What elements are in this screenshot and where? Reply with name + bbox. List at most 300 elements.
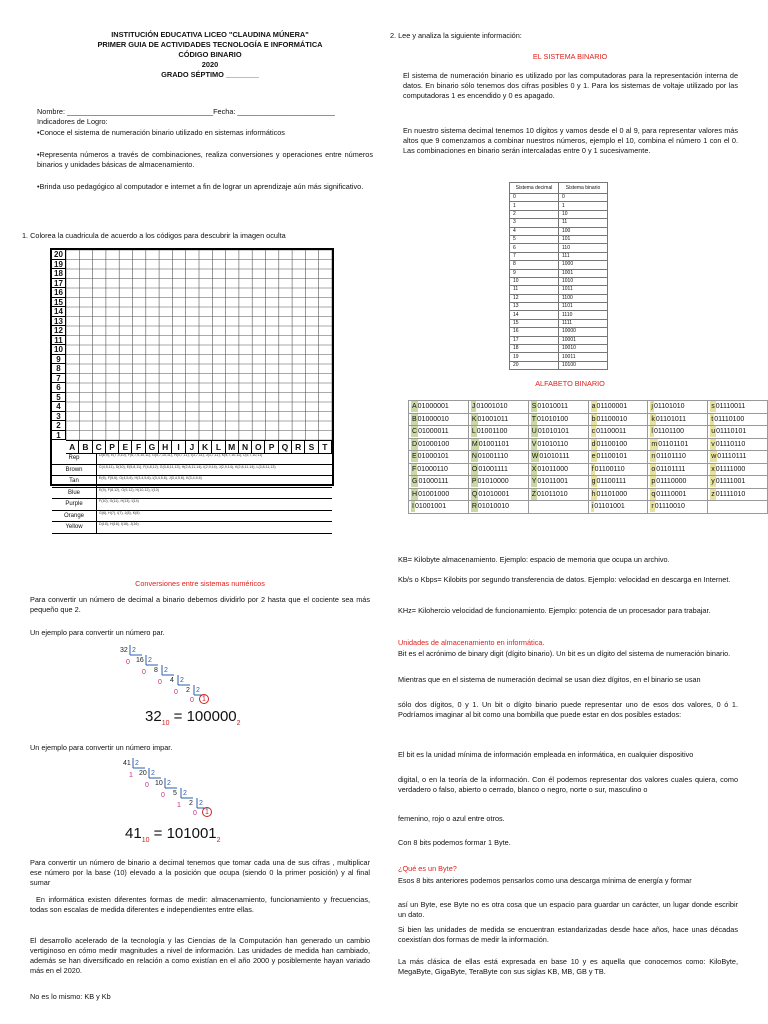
alphabet-cell <box>528 413 588 426</box>
activity-1-title: 1. Colorea la cuadricula de acuerdo a los códigos para descubrir la imagen oculta <box>22 231 286 240</box>
table-cell: 11 <box>559 219 608 227</box>
alphabet-code: 01100011 <box>596 428 627 436</box>
technology-development-text: El desarrollo acelerado de la tecnología y las Ciencias de la Computación han generado un cambio vertiginoso en cómo medir magnitudes a nivel de información. Las unidades de medida han cambiado, además se han diversificado en relación a como existían en el año 2000 y posiblemente hayan variado más en el 2020. <box>30 936 370 975</box>
alphabet-letter: e <box>591 453 596 461</box>
grid-column-label: I <box>172 441 185 453</box>
table-row <box>510 353 608 361</box>
table-cell: 0 <box>510 194 559 202</box>
legend-row <box>52 511 332 523</box>
alphabet-letter: F <box>412 465 417 473</box>
alphabet-letter: K <box>471 415 477 423</box>
alphabet-code: 01000111 <box>418 478 449 486</box>
table-cell: 0 <box>559 194 608 202</box>
alphabet-code: 01010111 <box>539 453 570 461</box>
alphabet-row <box>409 476 768 489</box>
table-row <box>510 294 608 302</box>
alphabet-cell <box>468 426 528 439</box>
table-row <box>510 286 608 294</box>
odd-decimal: 41 <box>125 825 142 842</box>
legend-color-name: Purple <box>52 499 97 510</box>
alphabet-cell <box>528 476 588 489</box>
storage-units-title: Unidades de almacenamiento en informática. <box>398 638 545 647</box>
alphabet-code: 01110010 <box>654 503 685 511</box>
alphabet-cell <box>708 463 768 476</box>
legend-row <box>52 522 332 534</box>
grid-column-label: J <box>186 441 199 453</box>
alphabet-cell <box>588 438 648 451</box>
alphabet-letter: E <box>412 453 417 461</box>
alphabet-cell <box>588 451 648 464</box>
alphabet-code: 01101101 <box>658 440 689 448</box>
alphabet-letter: j <box>651 403 653 411</box>
alphabet-letter: m <box>651 440 658 448</box>
alphabet-code: 01110100 <box>714 415 745 423</box>
alphabet-letter: y <box>711 478 715 486</box>
alphabet-code: 01101110 <box>656 453 686 461</box>
alphabet-cell <box>409 476 469 489</box>
grid-row-label: 3 <box>52 412 66 422</box>
alphabet-cell <box>708 451 768 464</box>
alphabet-letter: H <box>412 490 418 498</box>
grid-row-label: 19 <box>52 260 66 270</box>
grid-row-label: 11 <box>52 336 66 346</box>
alphabet-cell <box>648 501 708 514</box>
alphabet-code: 01110101 <box>716 428 747 436</box>
table-cell: 1 <box>510 202 559 210</box>
kb-vs-kb-text: No es lo mismo: KB y Kb <box>30 992 111 1001</box>
indicator-2: •Representa números a través de combinaciones, realiza conversiones y operaciones entre números binarios y unidades básicas de almacenamiento. <box>37 150 373 169</box>
binary-alphabet-table <box>408 400 768 514</box>
alphabet-letter: b <box>591 415 596 423</box>
legend-color-name: Orange <box>52 511 97 522</box>
alphabet-letter: Y <box>531 478 537 486</box>
alphabet-cell <box>528 426 588 439</box>
alphabet-letter: R <box>471 503 477 511</box>
table-cell: 10011 <box>559 353 608 361</box>
alphabet-cell <box>528 401 588 414</box>
grid-column-label: P <box>106 441 119 453</box>
svg-text:2: 2 <box>132 647 136 654</box>
alphabet-cell <box>708 426 768 439</box>
grid-row-label: 8 <box>52 364 66 374</box>
alphabet-cell <box>528 463 588 476</box>
legend-color-name: Blue <box>52 488 97 499</box>
table-cell: 10001 <box>559 336 608 344</box>
table-cell: 1100 <box>559 294 608 302</box>
alphabet-letter: G <box>412 478 418 486</box>
even-binary-base: 2 <box>236 720 241 727</box>
table-cell: 1000 <box>559 261 608 269</box>
alphabet-letter: I <box>412 503 414 511</box>
alphabet-cell <box>468 451 528 464</box>
table-cell: 8 <box>510 261 559 269</box>
alphabet-letter: n <box>651 453 656 461</box>
table-cell: 1001 <box>559 269 608 277</box>
alphabet-code: 01010000 <box>477 478 509 486</box>
odd-division-diagram <box>115 755 225 820</box>
table-cell: 13 <box>510 303 559 311</box>
svg-text:2: 2 <box>199 800 203 807</box>
grid-column-label: K <box>199 441 212 453</box>
alphabet-code: 01001111 <box>478 465 508 473</box>
byte-p2: así un Byte, ese Byte no es otra cosa que un espacio para guardar un carácter, un lugar donde escribir un dato. <box>398 900 738 919</box>
legend-color-name: Rep <box>52 453 97 464</box>
alphabet-code: 01110111 <box>717 453 747 461</box>
bit-definition: Bit es el acrónimo de binary digit (dígito binario). Un bit es un dígito del sistema de numeración binario. <box>398 649 731 658</box>
table-cell: 1110 <box>559 311 608 319</box>
alphabet-row <box>409 451 768 464</box>
khz-definition: KHz= Kilohercio velocidad de funcionamiento. Ejemplo: potencia de un procesador para trabajar. <box>398 606 711 615</box>
alphabet-letter: h <box>591 490 596 498</box>
alphabet-row <box>409 413 768 426</box>
alphabet-code: 01100100 <box>596 440 628 448</box>
grid-column-label: T <box>319 441 332 453</box>
table-cell: 12 <box>510 294 559 302</box>
what-is-byte-title: ¿Qué es un Byte? <box>398 864 457 873</box>
table-cell: 7 <box>510 252 559 260</box>
alphabet-code: 01010001 <box>478 490 510 498</box>
table-cell: 3 <box>510 219 559 227</box>
svg-text:10: 10 <box>155 780 163 787</box>
table-row <box>510 244 608 252</box>
table-row <box>510 227 608 235</box>
grade: GRADO SÉPTIMO ________ <box>161 70 259 79</box>
alphabet-letter: o <box>651 465 656 473</box>
table-row <box>510 303 608 311</box>
conversions-title: Conversiones entre sistemas numéricos <box>135 579 265 588</box>
alphabet-code: 01010101 <box>537 428 569 436</box>
alphabet-code: 01100001 <box>596 403 628 411</box>
table-cell: 16 <box>510 328 559 336</box>
eight-bits-byte: Con 8 bits podemos formar 1 Byte. <box>398 838 511 847</box>
alphabet-cell <box>409 401 469 414</box>
kbps-definition: Kb/s o Kbps= Kilobits por segundo transferencia de datos. Ejemplo: velocidad en descarga en Internet. <box>398 575 731 584</box>
svg-text:5: 5 <box>173 790 177 797</box>
alphabet-code: 01001101 <box>478 440 510 448</box>
alphabet-cell <box>409 451 469 464</box>
grid-row-label: 7 <box>52 374 66 384</box>
bit-minimum-unit: El bit es la unidad mínima de información empleada en informática, en cualquier dispositivo <box>398 750 694 759</box>
table-cell: 11 <box>510 286 559 294</box>
legend-row <box>52 488 332 500</box>
table-row <box>510 235 608 243</box>
alphabet-letter: A <box>412 403 417 411</box>
alphabet-code: 01001011 <box>477 415 509 423</box>
table-cell: 2 <box>510 210 559 218</box>
alphabet-cell <box>409 501 469 514</box>
grid-row-label: 13 <box>52 317 66 327</box>
header-binary: Sistema binario <box>559 183 608 194</box>
odd-binary: 101001 <box>166 825 217 842</box>
table-cell: 110 <box>559 244 608 252</box>
svg-text:32: 32 <box>120 647 128 654</box>
svg-text:2: 2 <box>189 800 193 807</box>
table-row <box>510 219 608 227</box>
even-decimal-base: 10 <box>161 720 170 727</box>
table-cell: 111 <box>559 252 608 260</box>
byte-p1: Esos 8 bits anteriores podemos pensarlos como una descarga mínima de energía y formar <box>398 876 692 885</box>
alphabet-cell <box>409 413 469 426</box>
grid-column-label: S <box>305 441 318 453</box>
legend-codes: D(8,9), E(7,9,10), F(6,7,9,10,11), G(5,7,10,11), H(4,7,11), I(3,7,11), J(3,7,11), K(4,7,10,11), L(5,7,10,11) <box>99 453 263 457</box>
svg-text:8: 8 <box>154 667 158 674</box>
alphabet-cell <box>648 463 708 476</box>
table-cell: 10000 <box>559 328 608 336</box>
alphabet-code: 01011001 <box>537 478 569 486</box>
table-cell: 10 <box>559 210 608 218</box>
alphabet-code: 01000110 <box>417 465 448 473</box>
alphabet-code: 01100110 <box>594 465 625 473</box>
table-cell: 17 <box>510 336 559 344</box>
table-cell: 10 <box>510 277 559 285</box>
legend-codes: E(6), F(5,6), G(4,5,6), H(3,4,5,6), I(3,4,5,6), J(3,4,5,6), K(3,4,5,6) <box>99 476 202 480</box>
table-row <box>510 328 608 336</box>
alphabet-cell <box>588 463 648 476</box>
alphabet-cell <box>648 451 708 464</box>
indicator-3: •Brinda uso pedagógico al computador e internet a fin de lograr un aprendizaje aún más significativo. <box>37 182 364 191</box>
alphabet-code: 01000010 <box>417 415 449 423</box>
grid-row-label: 4 <box>52 402 66 412</box>
grid-row-label: 2 <box>52 421 66 431</box>
alphabet-cell <box>468 476 528 489</box>
alphabet-letter: Q <box>471 490 478 498</box>
bit-representation: digital, o en la teoría de la información. Con él podemos representar dos valores cuales quiera, como verdadero o falso, abierto o cerrado, blanco o negro, norte o sur, masculino o <box>398 775 738 794</box>
svg-text:0: 0 <box>174 689 178 696</box>
grid-row-label: 1 <box>52 431 66 441</box>
alphabet-code: 01101100 <box>653 428 685 436</box>
svg-text:0: 0 <box>190 697 194 704</box>
svg-text:2: 2 <box>186 687 190 694</box>
odd-result: $41_{10} = 101001_2$ <box>125 825 221 844</box>
even-decimal: 32 <box>145 708 162 725</box>
grid-column-label: C <box>93 441 106 453</box>
svg-text:16: 16 <box>136 657 144 664</box>
legend-color-name: Brown <box>52 465 97 476</box>
alphabet-code: 01111001 <box>715 478 746 486</box>
alphabet-code: 01010010 <box>477 503 510 511</box>
table-cell: 6 <box>510 244 559 252</box>
grid-row-label: 5 <box>52 393 66 403</box>
alphabet-cell <box>468 463 528 476</box>
alphabet-cell <box>708 488 768 501</box>
alphabet-letter: w <box>711 453 717 461</box>
alphabet-letter: a <box>591 403 596 411</box>
guide-title: PRIMER GUIA DE ACTIVIDADES TECNOLOGÍA E INFORMÁTICA <box>97 40 323 49</box>
legend-row <box>52 465 332 477</box>
alphabet-letter: p <box>651 478 656 486</box>
table-cell: 10100 <box>559 361 608 369</box>
alphabet-letter: q <box>651 490 656 498</box>
table-cell: 101 <box>559 235 608 243</box>
alphabet-code: 01011000 <box>537 465 569 473</box>
svg-text:0: 0 <box>142 669 146 676</box>
alphabet-code: 01100010 <box>596 415 628 423</box>
alphabet-code: 01111010 <box>715 490 746 498</box>
alphabet-code: 01110001 <box>656 490 687 498</box>
doc-header <box>60 30 360 80</box>
byte-p3: Si bien las unidades de medida se encuentran estandarizadas desde hace años, hace unas décadas coexistían dos formas de medir la información. <box>398 925 738 944</box>
column-labels <box>66 440 332 454</box>
alphabet-cell <box>648 426 708 439</box>
alphabet-code: 01100101 <box>596 453 628 461</box>
even-result: $32_{10} = 100000_2$ <box>145 708 241 727</box>
conversions-intro: Para convertir un número de decimal a binario debemos dividirlo por 2 hasta que el cociente sea más pequeño que 2. <box>30 595 370 614</box>
alphabet-letter: T <box>531 415 537 423</box>
alphabet-cell <box>708 438 768 451</box>
alphabet-letter: P <box>471 478 477 486</box>
svg-text:0: 0 <box>161 792 165 799</box>
topic-title: CÓDIGO BINARIO <box>178 50 242 59</box>
alphabet-code: 01010100 <box>537 415 569 423</box>
header-decimal: Sistema decimal <box>510 183 559 194</box>
table-row <box>510 345 608 353</box>
alphabet-letter: D <box>412 440 418 448</box>
alphabet-cell <box>528 438 588 451</box>
alphabet-cell <box>528 501 588 514</box>
alphabet-letter: c <box>591 428 596 436</box>
table-cell: 5 <box>510 235 559 243</box>
table-row <box>510 311 608 319</box>
binary-to-decimal-text: Para convertir un número de binario a decimal tenemos que tomar cada una de sus cifras , multiplicar ese número por la base (10) elevado a la posición que ocupa (siendo 0 la primer posición) y al final sumar <box>30 858 370 887</box>
svg-text:2: 2 <box>167 780 171 787</box>
table-row <box>510 319 608 327</box>
even-example-label: Un ejemplo para convertir un número par. <box>30 628 165 637</box>
year: 2020 <box>201 60 219 69</box>
alphabet-code: 01110011 <box>715 403 746 411</box>
grid-column-label: E <box>119 441 132 453</box>
byte-p4: La más clásica de ellas está expresada en base 10 y es aquella que conocemos como: KiloByte, MegaByte, GigaByte, TeraByte con sus siglas KB, MB, GB y TB. <box>398 957 738 976</box>
alphabet-letter: B <box>412 415 417 423</box>
legend-row <box>52 499 332 511</box>
alphabet-letter: d <box>591 440 596 448</box>
legend-codes: G(6), H(7), I(7), J(8), K(8) <box>99 510 140 515</box>
alphabet-letter: u <box>711 428 716 436</box>
alphabet-cell <box>648 476 708 489</box>
table-cell: 19 <box>510 353 559 361</box>
alphabet-row <box>409 488 768 501</box>
alphabet-cell <box>468 488 528 501</box>
alphabet-cell <box>648 413 708 426</box>
indicators-title: Indicadores de Logro: <box>37 117 108 126</box>
binary-system-p2: En nuestro sistema decimal tenemos 10 dígitos y vamos desde el 0 al 9, para representar valores más altos que 9 comenzamos a combinar nuestros números, ejemplo el 10, combina el número 1 con el 0. Las combinaciones en binario serán intercaladas entre 0 y 1 sucesivamente. <box>403 126 738 155</box>
alphabet-code: 01001010 <box>476 403 508 411</box>
alphabet-letter: N <box>471 453 477 461</box>
alphabet-cell <box>588 413 648 426</box>
binary-system-p1: El sistema de numeración binario es utilizado por las computadoras para la representación interna de datos. En binario sólo tenemos dos cifras posibles 0 y 1. Para los sistemas de voltaje utilizado por las computadoras 1 es encendido y 0 es apagado. <box>403 71 738 100</box>
grid-row-label: 17 <box>52 279 66 289</box>
grid-column-label: R <box>292 441 305 453</box>
legend-row <box>52 476 332 488</box>
table-cell: 1011 <box>559 286 608 294</box>
alphabet-code: 01000100 <box>418 440 450 448</box>
table-row <box>510 210 608 218</box>
grid-column-label: A <box>66 441 79 453</box>
grid-column-label: M <box>226 441 239 453</box>
grid-row-label: 15 <box>52 298 66 308</box>
alphabet-cell <box>648 488 708 501</box>
alphabet-code: 01010110 <box>537 440 569 448</box>
grid-row-label: 14 <box>52 307 66 317</box>
table-cell: 18 <box>510 345 559 353</box>
grid-column-label: P <box>265 441 278 453</box>
kb-definition: KB= Kilobyte almacenamiento. Ejemplo: espacio de memoria que ocupa un archivo. <box>398 555 670 564</box>
decimal-binary-table <box>509 182 608 370</box>
alphabet-letter: x <box>711 465 715 473</box>
coloring-grid <box>50 248 334 530</box>
legend-codes: C(4,5,11), D(10), E(5,8,11), F(4,8,12), G(3,8,11,13), H(2,8,11,14), I(2,9,14), J(2,9,14), K(2,8,11,14), L(3,8,11,13) <box>99 464 276 469</box>
grid-row-label: 20 <box>52 250 66 260</box>
alphabet-code: 01101111 <box>656 465 686 473</box>
legend-codes: F(10), G(11), H(13), I(14) <box>99 499 139 503</box>
table-row <box>510 269 608 277</box>
alphabet-cell <box>468 413 528 426</box>
odd-example-label: Un ejemplo para convertir un número impar. <box>30 743 173 752</box>
alphabet-code: 01101001 <box>594 503 625 511</box>
table-row <box>510 361 608 369</box>
even-division-diagram <box>112 642 222 707</box>
svg-text:0: 0 <box>126 659 130 666</box>
alphabet-cell <box>468 401 528 414</box>
svg-text:2: 2 <box>135 760 139 767</box>
alphabet-letter: k <box>651 415 655 423</box>
name-date-line: Nombre: ____________________________________Fecha: ________________________ <box>37 107 335 116</box>
odd-binary-base: 2 <box>216 837 221 844</box>
alphabet-letter: v <box>711 440 715 448</box>
grid-row-label: 9 <box>52 355 66 365</box>
alphabet-cell <box>708 476 768 489</box>
grid-row-label: 12 <box>52 326 66 336</box>
binary-system-title: EL SISTEMA BINARIO <box>532 52 608 61</box>
grid-row-label: 6 <box>52 383 66 393</box>
table-row <box>510 277 608 285</box>
alphabet-code: 01001110 <box>477 453 509 461</box>
alphabet-row <box>409 401 768 414</box>
alphabet-cell <box>409 438 469 451</box>
alphabet-code: 01001100 <box>476 428 508 436</box>
legend-codes: E(9), F(8,12), G(9,12), H(10,12), I(10) <box>99 487 159 492</box>
grid-column-label: B <box>79 441 92 453</box>
alphabet-cell <box>648 401 708 414</box>
alphabet-row <box>409 426 768 439</box>
alphabet-letter: J <box>471 403 476 411</box>
alphabet-letter: g <box>591 478 596 486</box>
alphabet-letter: s <box>711 403 715 411</box>
alphabet-code: 01010011 <box>537 403 569 411</box>
alphabet-letter: r <box>651 503 654 511</box>
alphabet-cell <box>528 488 588 501</box>
grid-column-label: O <box>252 441 265 453</box>
alphabet-cell <box>409 426 469 439</box>
alphabet-row <box>409 501 768 514</box>
svg-text:20: 20 <box>139 770 147 777</box>
alphabet-cell <box>588 426 648 439</box>
alphabet-letter: S <box>531 403 537 411</box>
color-legend <box>52 453 332 534</box>
table-row <box>510 194 608 202</box>
table-cell: 1 <box>559 202 608 210</box>
table-cell: 9 <box>510 269 559 277</box>
alphabet-letter: O <box>471 465 478 473</box>
svg-text:41: 41 <box>123 760 131 767</box>
alphabet-letter: L <box>471 428 476 436</box>
measure-forms-text: En informática existen diferentes formas de medir: almacenamiento, funcionamiento y frecuencias, todas son escalas de medida diferentes e independientes entre ellas. <box>30 895 370 914</box>
alphabet-row <box>409 438 768 451</box>
bit-values: sólo dos dígitos, 0 y 1. Un bit o dígito binario puede representar uno de esos dos valores, 0 ó 1. Podríamos imaginar al bit como una bombilla que puede estar en dos posibles estados: <box>398 700 738 719</box>
alphabet-letter: Z <box>531 490 537 498</box>
alphabet-cell <box>588 401 648 414</box>
alphabet-code: 01011010 <box>537 490 568 498</box>
svg-text:2: 2 <box>196 687 200 694</box>
